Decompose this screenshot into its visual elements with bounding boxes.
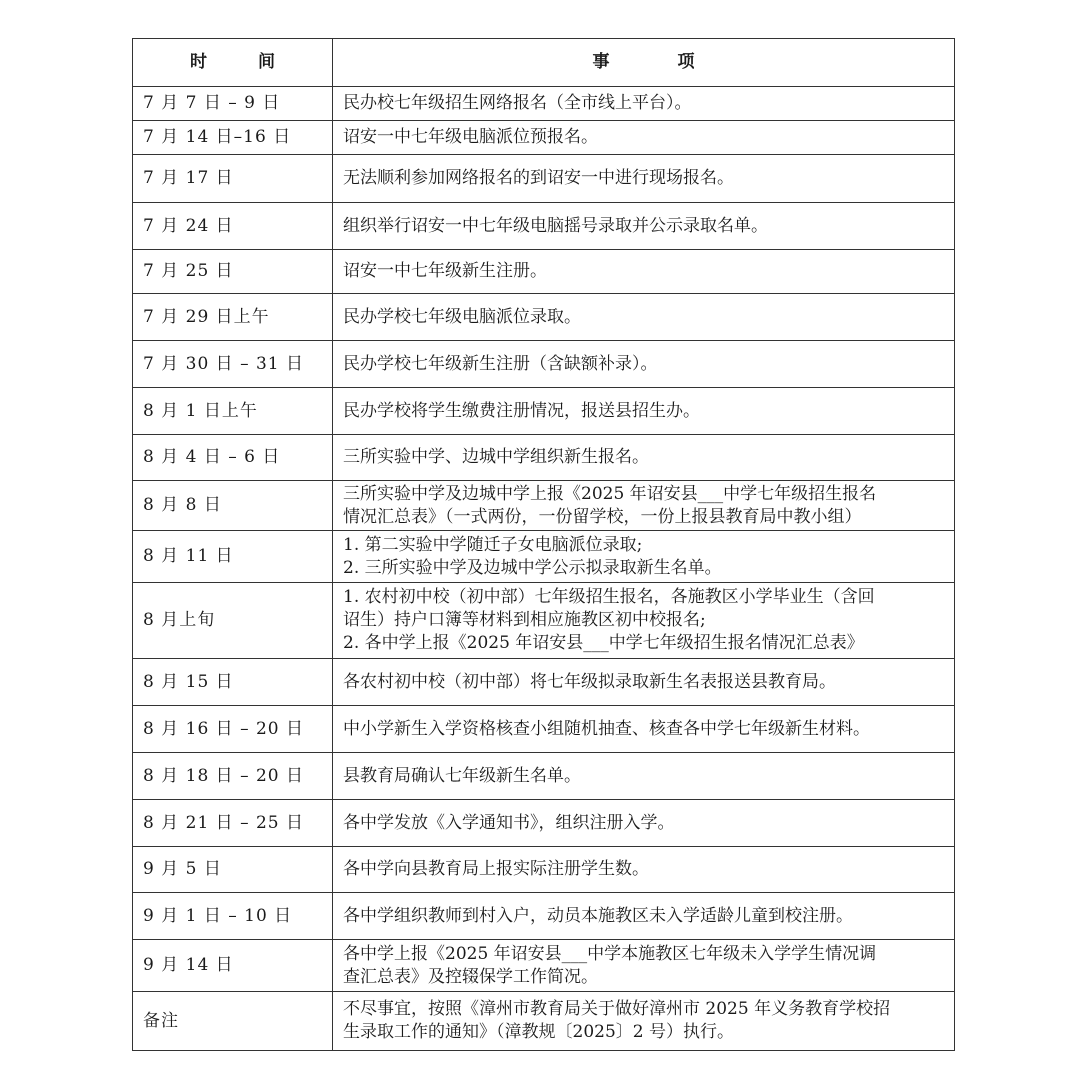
time-cell: 7 月 17 日 [133,155,333,203]
item-text-line: 1. 第二实验中学随迁子女电脑派位录取; [343,534,643,555]
table-header-row [133,39,955,87]
item-cell [333,87,955,121]
item-text-line: 各中学上报《2025 年诏安县___中学本施教区七年级未入学学生情况调 [343,943,877,964]
item-text-line: 三所实验中学、边城中学组织新生报名。 [343,447,649,467]
item-cell [333,388,955,435]
time-cell: 7 月 24 日 [133,203,333,250]
item-cell [333,583,955,659]
item-cell [333,294,955,341]
item-cell [333,531,955,583]
item-text-line: 中小学新生入学资格核查小组随机抽查、核查各中学七年级新生材料。 [343,718,870,739]
time-cell: 7 月 25 日 [133,250,333,294]
table-row [133,388,955,435]
time-cell: 8 月 15 日 [133,659,333,706]
item-text-line: 2. 各中学上报《2025 年诏安县___中学七年级招生报名情况汇总表》 [343,633,864,653]
item-cell [333,706,955,753]
header-item: 事 项 [333,39,955,87]
schedule-body [133,87,955,1051]
item-text-line: 组织举行诏安一中七年级电脑摇号录取并公示录取名单。 [343,215,768,236]
item-text-line: 民办学校七年级新生注册（含缺额补录）。 [343,353,658,374]
table-row [133,753,955,800]
time-cell: 8 月 8 日 [133,481,333,531]
table-row [133,203,955,250]
time-cell: 9 月 14 日 [133,940,333,992]
time-cell: 8 月 18 日 – 20 日 [133,753,333,800]
time-cell: 7 月 14 日–16 日 [133,121,333,155]
item-text-line: 诏安一中七年级电脑派位预报名。 [343,127,598,147]
item-cell [333,481,955,531]
item-cell [333,250,955,294]
time-cell: 9 月 5 日 [133,847,333,893]
time-cell: 8 月 16 日 – 20 日 [133,706,333,753]
item-text-line: 情况汇总表》（一式两份，一份留学校，一份上报县教育局中教小组） [343,506,862,527]
item-cell [333,341,955,388]
table-row [133,706,955,753]
time-cell: 8 月 4 日 – 6 日 [133,435,333,481]
table-row [133,121,955,155]
item-text-line: 1. 农村初中校（初中部）七年级招生报名，各施教区小学毕业生（含回 [343,587,875,607]
item-cell [333,893,955,940]
item-text-line: 2. 三所实验中学及边城中学公示拟录取新生名单。 [343,557,722,578]
enrollment-schedule-table [132,38,955,1051]
table-row [133,87,955,121]
item-text-line: 民办校七年级招生网络报名（全市线上平台）。 [343,93,692,113]
table-row [133,250,955,294]
time-cell: 备注 [133,992,333,1051]
table-row [133,155,955,203]
item-cell [333,800,955,847]
item-text-line: 不尽事宜，按照《漳州市教育局关于做好漳州市 2025 年义务教育学校招 [343,999,891,1019]
item-cell [333,940,955,992]
item-text-line: 无法顺利参加网络报名的到诏安一中进行现场报名。 [343,168,734,188]
table-row [133,992,955,1051]
item-text-line: 各中学发放《入学通知书》，组织注册入学。 [343,812,675,833]
time-cell: 8 月上旬 [133,583,333,659]
item-text-line: 各中学组织教师到村入户，动员本施教区未入学适龄儿童到校注册。 [343,905,853,926]
time-cell: 8 月 11 日 [133,531,333,583]
table-row [133,435,955,481]
item-text-line: 民办学校七年级电脑派位录取。 [343,306,581,327]
item-text-line: 各农村初中校（初中部）将七年级拟录取新生名表报送县教育局。 [343,671,836,692]
header-time: 时 间 [133,39,333,87]
item-text-line: 生录取工作的通知》（漳教规〔2025〕2 号）执行。 [343,1022,734,1042]
time-cell: 7 月 29 日上午 [133,294,333,341]
item-cell [333,435,955,481]
item-cell [333,155,955,203]
time-cell: 7 月 7 日 – 9 日 [133,87,333,121]
time-cell: 8 月 21 日 – 25 日 [133,800,333,847]
table-row [133,847,955,893]
item-cell [333,992,955,1051]
table-row [133,940,955,992]
item-cell [333,753,955,800]
time-cell: 7 月 30 日 – 31 日 [133,341,333,388]
table-row [133,481,955,531]
table-row [133,341,955,388]
item-cell [333,203,955,250]
item-text-line: 查汇总表》及控辍保学工作简况。 [343,966,598,987]
item-text-line: 民办学校将学生缴费注册情况，报送县招生办。 [343,400,700,421]
table-row [133,659,955,706]
item-cell [333,659,955,706]
table-row [133,800,955,847]
item-text-line: 三所实验中学及边城中学上报《2025 年诏安县___中学七年级招生报名 [343,483,877,504]
item-cell [333,121,955,155]
table-row [133,893,955,940]
item-text-line: 诏安一中七年级新生注册。 [343,261,547,281]
item-text-line: 县教育局确认七年级新生名单。 [343,765,581,786]
table-row [133,583,955,659]
item-cell [333,847,955,893]
table-row [133,294,955,341]
table-row [133,531,955,583]
time-cell: 8 月 1 日上午 [133,388,333,435]
item-text-line: 诏生）持户口簿等材料到相应施教区初中校报名; [343,610,706,630]
item-text-line: 各中学向县教育局上报实际注册学生数。 [343,859,649,879]
time-cell: 9 月 1 日 – 10 日 [133,893,333,940]
